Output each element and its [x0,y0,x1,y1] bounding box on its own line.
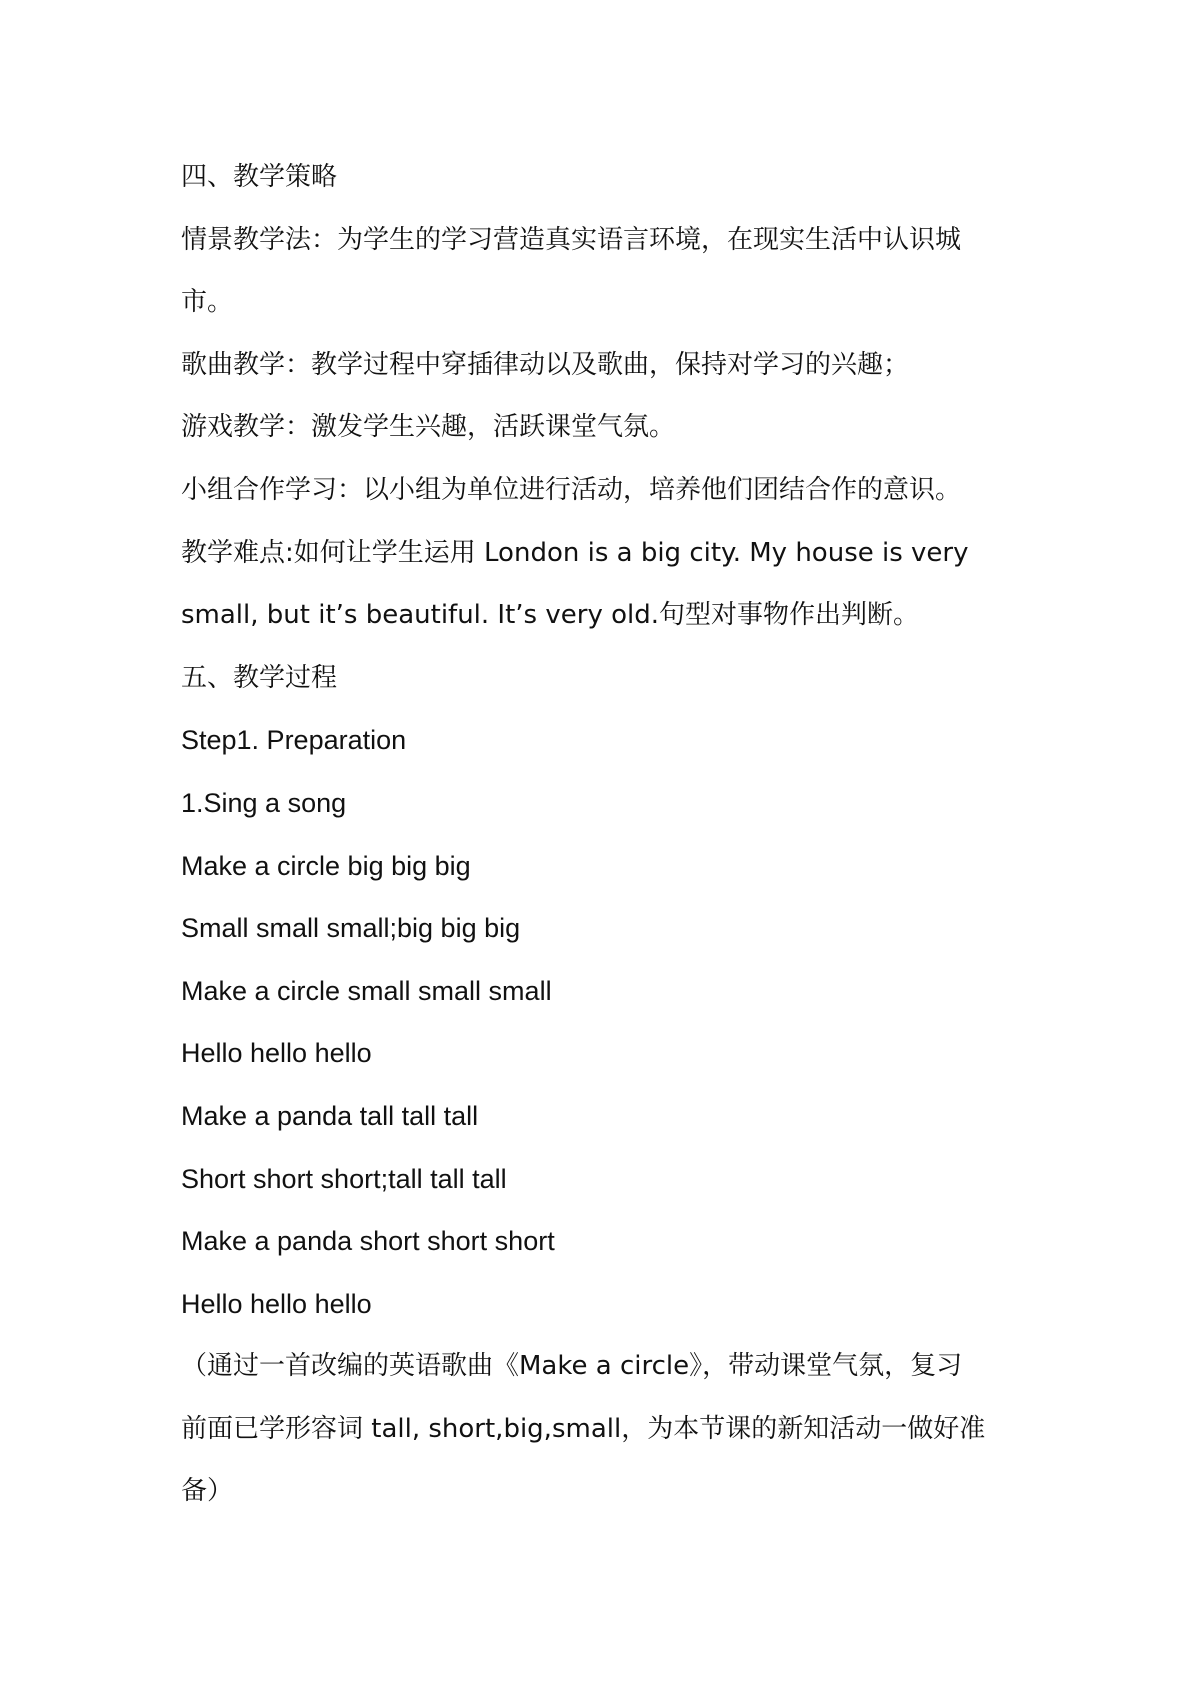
paragraph-line: 教学难点:如何让学生运用 London is a big city. My house is very [181,537,969,568]
paragraph-line: 游戏教学：激发学生兴趣，活跃课堂气氛。 [181,412,676,443]
paragraph-line: 歌曲教学：教学过程中穿插律动以及歌曲，保持对学习的兴趣； [181,349,910,380]
paragraph-line: 小组合作学习：以小组为单位进行活动，培养他们团结合作的意识。 [181,474,962,505]
section-heading-teaching-strategy: 四、教学策略 [181,162,338,192]
annotation-line: 备） [181,1476,234,1507]
paragraph-line: 市。 [181,287,234,318]
song-lyric-line: Make a panda tall tall tall [181,1100,479,1131]
activity-heading: 1.Sing a song [181,787,347,818]
song-lyric-line: Make a circle big big big [181,850,471,881]
song-lyric-line: Hello hello hello [181,1288,372,1319]
song-lyric-line: Short short short;tall tall tall [181,1163,507,1194]
section-heading-teaching-process: 五、教学过程 [181,662,338,693]
song-lyric-line: Small small small;big big big [181,913,521,944]
song-lyric-line: Make a circle small small small [181,975,552,1006]
annotation-line: 前面已学形容词 tall, short,big,small，为本节课的新知活动一做好准 [181,1413,986,1444]
step-heading: Step1. Preparation [181,725,407,756]
annotation-line: （通过一首改编的英语歌曲《Make a circle》，带动课堂气氛，复习 [181,1351,963,1382]
paragraph-line: small, but it’s beautiful. It’s very old.句型对事物作出判断。 [181,600,919,631]
song-lyric-line: Make a panda short short short [181,1226,555,1257]
paragraph-line: 情景教学法：为学生的学习营造真实语言环境，在现实生活中认识城 [181,224,962,255]
song-lyric-line: Hello hello hello [181,1038,372,1069]
document-body [181,146,1021,1523]
